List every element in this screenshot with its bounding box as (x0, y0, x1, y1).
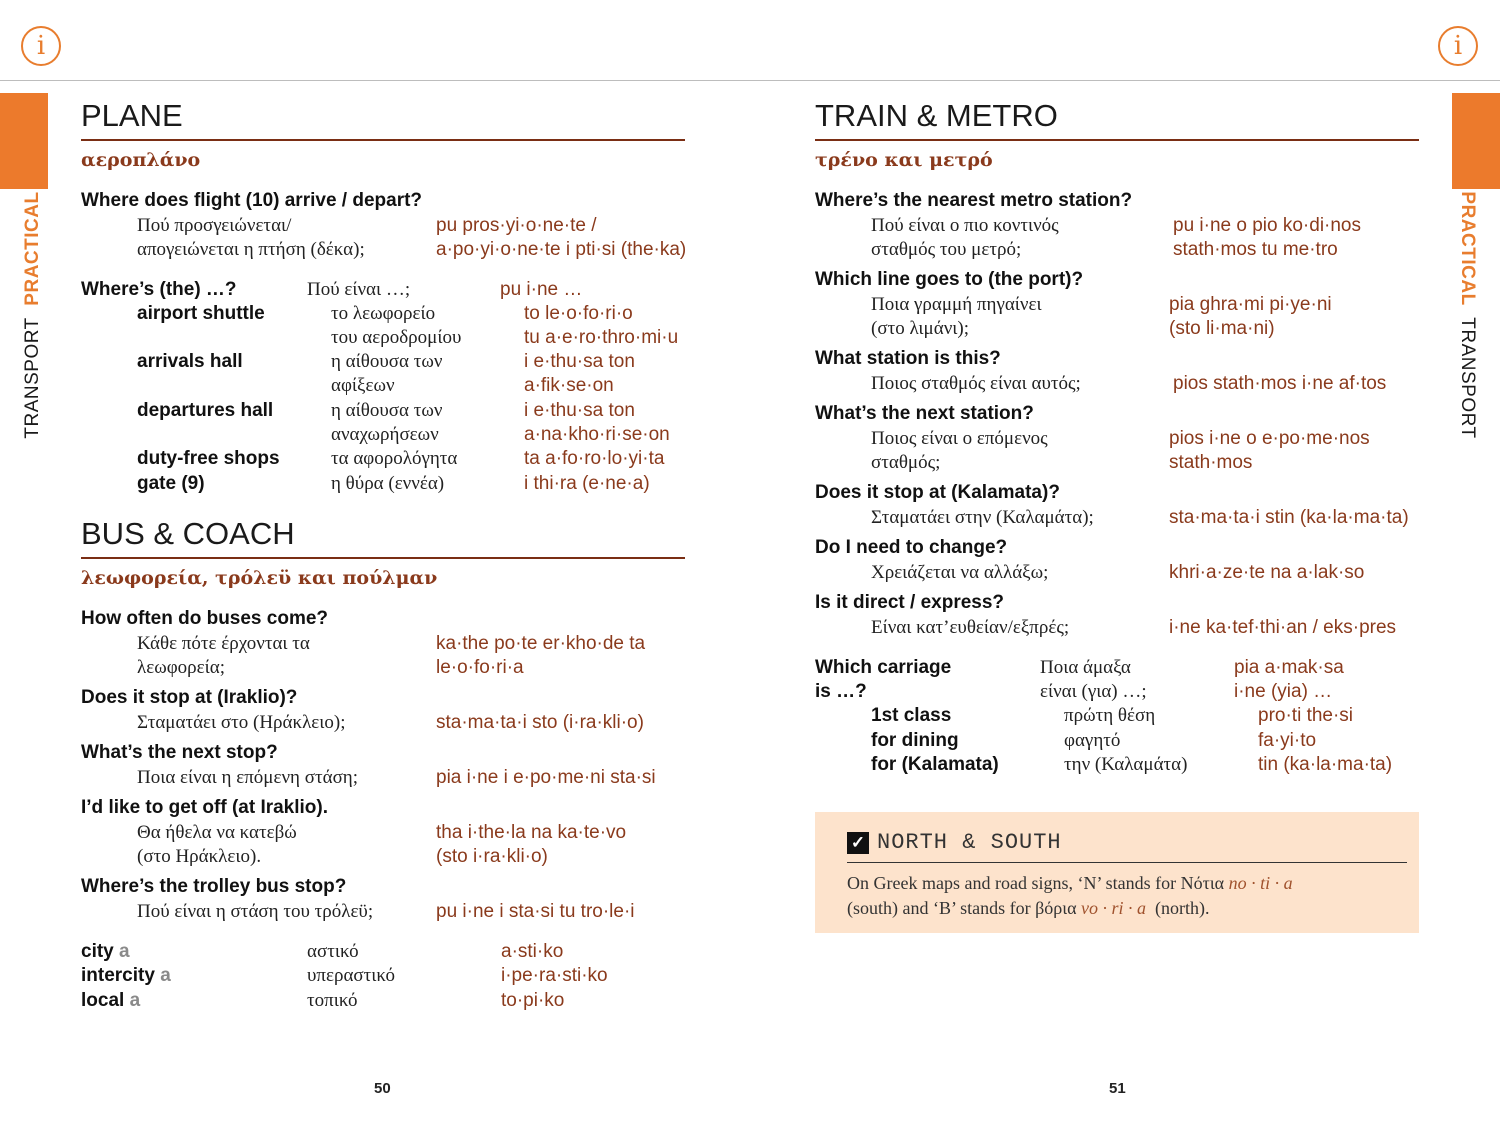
info-icon: i (21, 26, 61, 66)
phrase-greek: λεωφορεία; (137, 657, 225, 678)
phrase-english: Does it stop at (Kalamata)? (815, 482, 1060, 503)
tip-phonetic: vo · ri · a (1081, 898, 1147, 918)
phrase-greek: Χρειάζεται να αλλάξω; (871, 562, 1049, 583)
vocab-greek: το λεωφορείο (331, 303, 436, 324)
phrase-greek: απογειώνεται η πτήση (δέκα); (137, 239, 365, 260)
phrase-english: I’d like to get off (at Iraklio). (81, 797, 329, 818)
phrase-greek: Ποια είναι η επόμενη στάση; (137, 767, 359, 788)
section-title-bus: BUS & COACH (81, 516, 295, 551)
greek-subtitle: τρένο και μετρό (815, 149, 993, 171)
phrase-phonetic: pia ghra·mi pi·ye·ni (1169, 294, 1332, 315)
vocab-phonetic: pro·ti the·si (1258, 705, 1354, 726)
phrase-english: is …? (815, 681, 867, 702)
phrase-phonetic: i·ne ka·tef·thi·an / eks·pres (1169, 617, 1397, 638)
vocab-phonetic: fa·yi·to (1258, 730, 1317, 751)
vocab-phonetic: to·pi·ko (501, 990, 565, 1011)
phrase-phonetic: pia i·ne i e·po·me·ni sta·si (436, 767, 656, 788)
phrase-phonetic: sta·ma·ta·i stin (ka·la·ma·ta) (1169, 507, 1409, 528)
section-rule (81, 139, 685, 141)
greek-subtitle: λεωφορεία, τρόλεϋ και πούλμαν (81, 567, 438, 589)
vocab-word: intercity (81, 965, 155, 986)
phrase-english: Do I need to change? (815, 537, 1008, 558)
vocab-greek: αναχωρήσεων (331, 424, 439, 445)
info-icon: i (1438, 26, 1478, 66)
vocab-word: local (81, 990, 125, 1011)
part-of-speech: a (119, 941, 130, 962)
phrase-phonetic: khri·a·ze·te na a·lak·so (1169, 562, 1365, 583)
vocab-greek: τα αφορολόγητα (331, 448, 458, 469)
tip-phonetic: no · ti · a (1228, 873, 1293, 893)
tip-text-line-2 (847, 896, 1210, 921)
checkbox-icon: ✓ (847, 832, 869, 854)
phrase-phonetic: pu i·ne o pio ko·di·nos (1173, 215, 1361, 236)
phrase-greek: (στο λιμάνι); (871, 318, 969, 339)
side-label-accent: PRACTICAL (1457, 191, 1478, 306)
phrase-greek: Πού είναι …; (307, 279, 411, 300)
phrase-phonetic: sta·ma·ta·i sto (i·ra·kli·o) (436, 712, 644, 733)
phrase-english: What’s the next stop? (81, 742, 278, 763)
phrase-english: How often do buses come? (81, 608, 329, 629)
phrase-phonetic: (sto i·ra·kli·o) (436, 846, 548, 867)
tip-title: NORTH & SOUTH (877, 830, 1062, 855)
phrase-phonetic: pios i·ne o e·po·me·nos (1169, 428, 1370, 449)
phrase-greek: Πού είναι ο πιο κοντινός (871, 215, 1059, 236)
phrase-phonetic: pu i·ne i sta·si tu tro·le·i (436, 901, 635, 922)
phrase-greek: Σταματάει στο (Ηράκλειο); (137, 712, 346, 733)
side-tab-right (1452, 93, 1500, 189)
part-of-speech: a (129, 990, 141, 1011)
phrase-phonetic: pios stath·mos i·ne af·tos (1173, 373, 1387, 394)
phrase-greek: σταθμός του μετρό; (871, 239, 1022, 260)
phrase-greek: είναι (για) …; (1040, 681, 1147, 702)
phrase-greek: Ποιος σταθμός είναι αυτός; (871, 373, 1081, 394)
vocab-phonetic: to le·o·fo·ri·o (524, 303, 633, 324)
side-label-right (1456, 191, 1478, 438)
tip-rule (847, 862, 1407, 863)
phrase-greek: Ποια γραμμή πηγαίνει (871, 294, 1042, 315)
phrase-english: What’s the next station? (815, 403, 1034, 424)
tip-text: (south) and ‘B’ stands for βόρια (847, 898, 1077, 918)
phrase-phonetic: pu i·ne … (500, 279, 583, 300)
phrase-english: Where does flight (10) arrive / depart? (81, 190, 423, 211)
section-rule (815, 139, 1419, 141)
phrase-phonetic: stath·mos tu me·tro (1173, 239, 1338, 260)
vocab-english: duty-free shops (137, 448, 280, 469)
tip-text: On Greek maps and road signs, ‘N’ stands for Νότια (847, 873, 1225, 893)
phrase-phonetic: pu pros·yi·o·ne·te / (436, 215, 597, 236)
vocab-phonetic: ta a·fo·ro·lo·yi·ta (524, 448, 665, 469)
side-label-plain: TRANSPORT (1457, 317, 1478, 439)
tip-text: (north). (1155, 898, 1210, 918)
side-label-accent: PRACTICAL (22, 191, 43, 306)
phrase-greek: Θα ήθελα να κατεβώ (137, 822, 297, 843)
vocab-greek: η αίθουσα των (331, 351, 443, 372)
vocab-word: city (81, 941, 114, 962)
section-title-plane: PLANE (81, 98, 183, 133)
phrase-english: Where’s (the) …? (81, 279, 237, 300)
vocab-english: airport shuttle (137, 303, 265, 324)
vocab-greek: αφίξεων (331, 375, 395, 396)
phrase-english: Where’s the nearest metro station? (815, 190, 1133, 211)
vocab-english (81, 990, 140, 1012)
phrase-greek: Πού προσγειώνεται/ (137, 215, 292, 236)
phrase-phonetic: i·ne (yia) … (1234, 681, 1333, 702)
phrase-greek: Πού είναι η στάση του τρόλεϋ; (137, 901, 374, 922)
vocab-phonetic: tin (ka·la·ma·ta) (1258, 754, 1393, 775)
tip-text-line-1 (847, 871, 1293, 896)
vocab-phonetic: i thi·ra (e·ne·a) (524, 473, 650, 494)
vocab-english (81, 941, 130, 963)
phrase-greek: Σταματάει στην (Καλαμάτα); (871, 507, 1094, 528)
phrase-greek: Ποιος είναι ο επόμενος (871, 428, 1048, 449)
vocab-greek: η θύρα (εννέα) (331, 473, 445, 494)
vocab-english: 1st class (871, 705, 952, 726)
vocab-english (81, 965, 171, 987)
vocab-phonetic: i·pe·ra·sti·ko (501, 965, 608, 986)
page-number-left: 50 (374, 1080, 391, 1097)
phrase-greek: σταθμός; (871, 452, 941, 473)
vocab-phonetic: a·fik·se·on (524, 375, 614, 396)
phrase-english: Does it stop at (Iraklio)? (81, 687, 298, 708)
phrase-phonetic: ka·the po·te er·kho·de ta (436, 633, 646, 654)
section-title-train: TRAIN & METRO (815, 98, 1058, 133)
vocab-greek: υπεραστικό (307, 965, 396, 986)
phrase-greek: Κάθε πότε έρχονται τα (137, 633, 310, 654)
phrase-phonetic: le·o·fo·ri·a (436, 657, 524, 678)
phrase-phonetic: (sto li·ma·ni) (1169, 318, 1275, 339)
vocab-phonetic: tu a·e·ro·thro·mi·u (524, 327, 679, 348)
phrase-english: What station is this? (815, 348, 1001, 369)
side-tab-left (0, 93, 48, 189)
vocab-greek: την (Καλαμάτα) (1064, 754, 1188, 775)
vocab-greek: φαγητό (1064, 730, 1121, 751)
vocab-phonetic: i e·thu·sa ton (524, 351, 635, 372)
vocab-greek: πρώτη θέση (1064, 705, 1156, 726)
phrase-greek: Είναι κατ’ευθείαν/εξπρές; (871, 617, 1070, 638)
top-divider (0, 80, 1500, 81)
phrase-english: Where’s the trolley bus stop? (81, 876, 347, 897)
vocab-phonetic: a·na·kho·ri·se·on (524, 424, 670, 445)
side-label-left (22, 191, 44, 438)
greek-subtitle: αεροπλάνο (81, 149, 201, 171)
phrase-greek: Ποια άμαξα (1040, 657, 1131, 678)
section-rule (81, 557, 685, 559)
side-label-plain: TRANSPORT (22, 317, 43, 439)
vocab-phonetic: a·sti·ko (501, 941, 564, 962)
vocab-english: gate (9) (137, 473, 205, 494)
vocab-greek: του αεροδρομίου (331, 327, 462, 348)
vocab-phonetic: i e·thu·sa ton (524, 400, 635, 421)
phrase-phonetic: a·po·yi·o·ne·te i pti·si (the·ka) (436, 239, 687, 260)
vocab-greek: τοπικό (307, 990, 358, 1011)
vocab-english: for dining (871, 730, 959, 751)
phrase-phonetic: stath·mos (1169, 452, 1253, 473)
phrase-phonetic: tha i·the·la na ka·te·vo (436, 822, 627, 843)
vocab-greek: αστικό (307, 941, 359, 962)
phrase-english: Which carriage (815, 657, 952, 678)
part-of-speech: a (160, 965, 171, 986)
phrase-english: Is it direct / express? (815, 592, 1005, 613)
page-number-right: 51 (1109, 1080, 1126, 1097)
vocab-english: for (Kalamata) (871, 754, 999, 775)
phrase-greek: (στο Ηράκλειο). (137, 846, 262, 867)
vocab-english: arrivals hall (137, 351, 243, 372)
phrase-phonetic: pia a·mak·sa (1234, 657, 1344, 678)
vocab-english: departures hall (137, 400, 274, 421)
vocab-greek: η αίθουσα των (331, 400, 443, 421)
phrase-english: Which line goes to (the port)? (815, 269, 1084, 290)
